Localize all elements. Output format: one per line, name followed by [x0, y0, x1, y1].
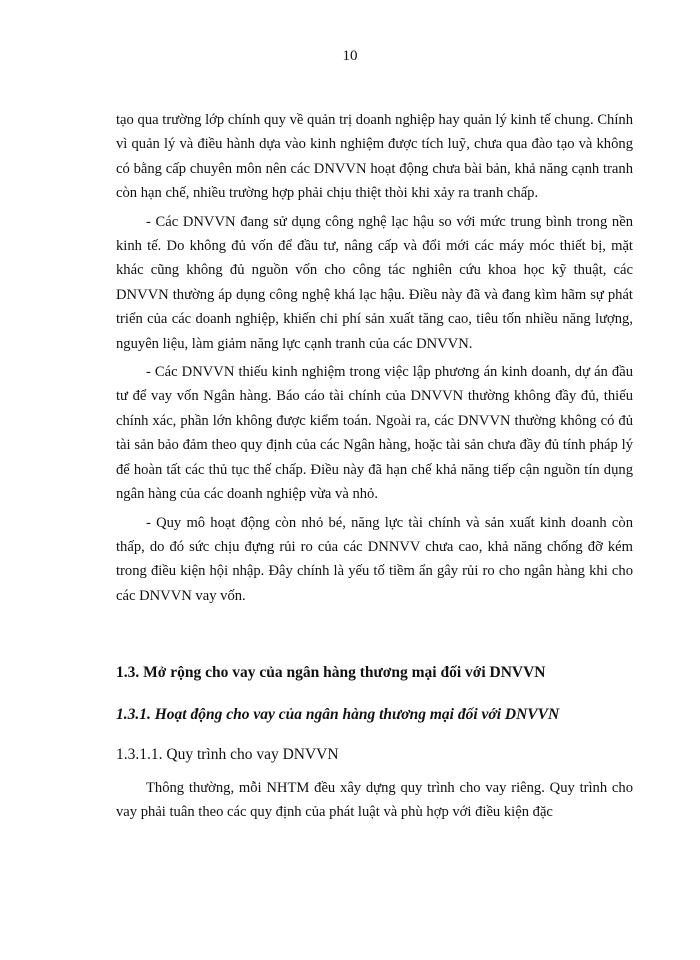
body-text [116, 108, 633, 612]
paragraph-scale: - Quy mô hoạt động còn nhỏ bé, năng lực tài chính và sản xuất kinh doanh còn thấp, do đó sức chịu đựng rủi ro của các DNNVV chưa cao, khả năng chống đỡ kém trong điều kiện hội nhập. Đây chính là yếu tố tiềm ẩn gây rủi ro cho ngân hàng khi cho các DNVVN vay vốn. [116, 514, 633, 604]
body-text-2 [116, 776, 633, 825]
paragraph-continuation: tạo qua trường lớp chính quy về quản trị doanh nghiệp hay quản lý kinh tế chung. Chính vì quản lý và điều hành dựa vào kinh nghiệm được tích luỹ, chưa qua đào tạo và không có bằng cấp chuyên môn nên các DNVVN hoạt động chưa bài bản, khả năng cạnh tranh còn hạn chế, nhiều trường hợp phải chịu thiệt thòi khi xảy ra tranh chấp. [116, 112, 633, 202]
heading-section-1-3-1: 1.3.1. Hoạt động cho vay của ngân hàng thương mại đối với DNVVN [116, 706, 560, 723]
paragraph-technology: - Các DNVVN đang sử dụng công nghệ lạc hậu so với mức trung bình trong nền kinh tế. Do không đủ vốn để đầu tư, nâng cấp và đổi mới các máy móc thiết bị, mặt khác cũng không đủ nguồn vốn cho công tác nghiên cứu khoa học kỹ thuật, các DNVVN thường áp dụng công nghệ khá lạc hậu. Điều này đã và đang kìm hãm sự phát triển của các doanh nghiệp, khiến chi phí sản xuất tăng cao, tiêu tốn nhiều năng lượng, nguyên liệu, làm giảm năng lực cạnh tranh của các DNVVN. [116, 213, 633, 352]
paragraph-experience: - Các DNVVN thiếu kinh nghiệm trong việc lập phương án kinh doanh, dự án đầu tư để vay vốn Ngân hàng. Báo cáo tài chính của DNVVN thường không đầy đủ, thiếu chính xác, phần lớn không được kiểm toán. Ngoài ra, các DNVVN thường không có đủ tài sản bảo đảm theo quy định của các Ngân hàng, hoặc tài sản chưa đầy đủ tính pháp lý để hoàn tất các thủ tục thế chấp. Điều này đã hạn chế khả năng tiếp cận nguồn tín dụng ngân hàng của các doanh nghiệp vừa và nhỏ. [116, 364, 633, 503]
page-number: 10 [342, 48, 358, 64]
heading-section-1-3-1-1: 1.3.1.1. Quy trình cho vay DNVVN [116, 746, 339, 763]
paragraph-loan-process: Thông thường, mỗi NHTM đều xây dựng quy trình cho vay riêng. Quy trình cho vay phải tuân theo các quy định của phát luật và phù hợp với điều kiện đặc [116, 780, 633, 821]
heading-section-1-3: 1.3. Mở rộng cho vay của ngân hàng thương mại đối với DNVVN [116, 664, 546, 681]
